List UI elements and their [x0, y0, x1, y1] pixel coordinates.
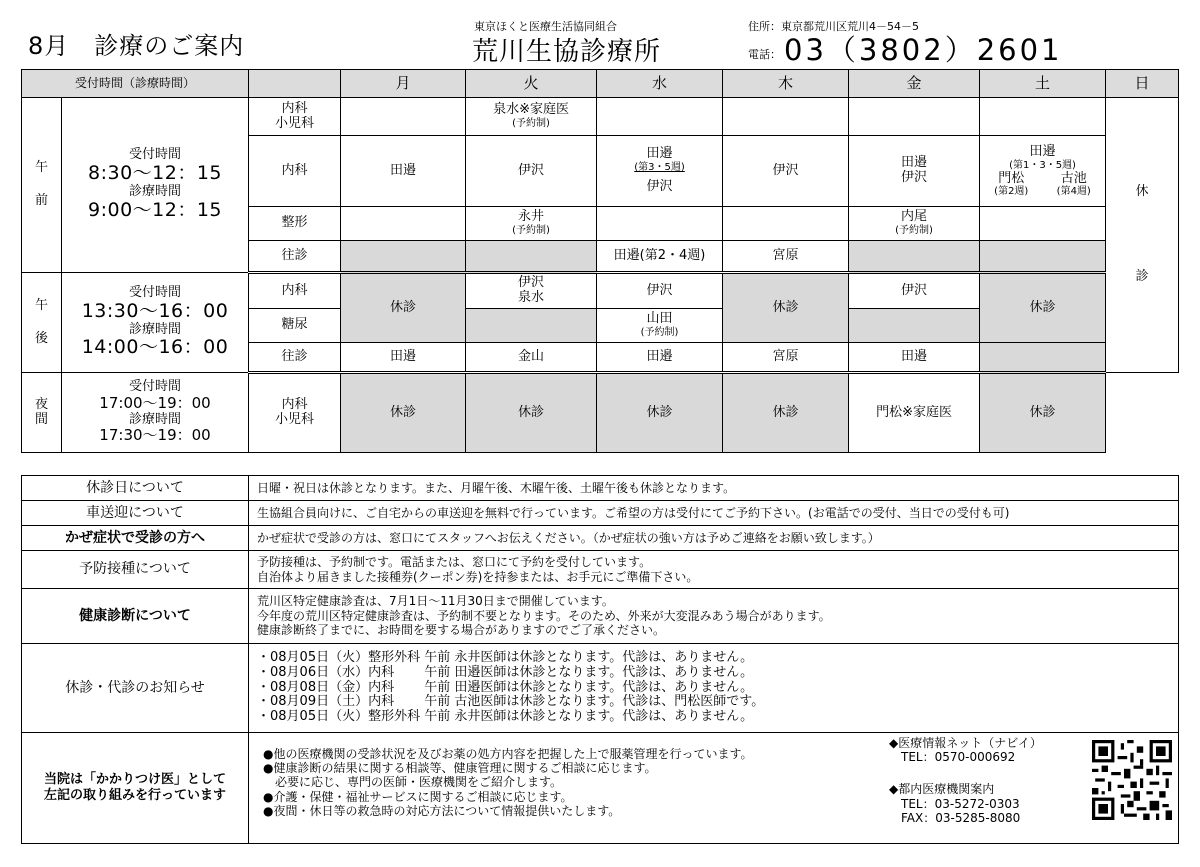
cell-mon-am-naika: 田邉 [341, 136, 466, 207]
cell-fri-am-naika-shonika [849, 98, 980, 136]
cell-wed-pm-naika: 伊沢 [597, 273, 723, 309]
cell-mon-am-oushin [341, 241, 466, 273]
kyushin-notice-label: 休診・代診のお知らせ [22, 644, 249, 733]
dept-pm-oushin: 往診 [249, 343, 341, 373]
clinic-name: 荒川生協診療所 [472, 37, 662, 67]
info-row-sougei [22, 501, 1179, 526]
day-header-wed: 水 [597, 70, 723, 98]
tonai-title: ◆都内医療機関案内 [889, 782, 995, 797]
cell-thu-am-naika: 伊沢 [723, 136, 849, 207]
tel-label: 電話： [748, 48, 781, 61]
cell-thu-pm-closed: 休診 [723, 273, 849, 343]
cell-thu-eve: 休診 [723, 373, 849, 453]
dept-oushin: 往診 [249, 241, 341, 273]
cell-sat-eve: 休診 [980, 373, 1106, 453]
day-header-fri: 金 [849, 70, 980, 98]
day-header-mon: 月 [341, 70, 466, 98]
dept-pm-naika: 内科 [249, 273, 341, 309]
kakari-list: ●他の医療機関の受診状況を及びお薬の処方内容を把握した上で服薬管理を行っています。 ●健康診断の結果に関する相談等、健康管理に関するご相談に応じます。 必要に応じ、専門の医師・医療機関をご紹介します。 ●介護・保健・福祉サービスに関するご相談に応じます。 ●夜間・休日等の救急時の対応方法について情報提供いたします。 [263, 746, 753, 819]
page-title: 8月 診療のご案内 [28, 32, 245, 60]
cell-wed-am-naika: 田邉 (第3・5週) 伊沢 [597, 136, 723, 207]
dept-evening-naika-shonika: 内科 小児科 [249, 373, 341, 453]
info-row-yobo [22, 551, 1179, 589]
cell-mon-am-seikei [341, 207, 466, 241]
contact-block [889, 736, 1042, 826]
org-parent-name: 東京ほくと医療生活協同組合 [474, 20, 617, 33]
cell-wed-pm-tounyou: 山田 (予約制) [597, 309, 723, 343]
cell-sat-am-naika-shonika [980, 98, 1106, 136]
dept-seikei: 整形 [249, 207, 341, 241]
cell-tue-am-oushin [466, 241, 597, 273]
schedule-header-row [22, 70, 1179, 98]
cell-fri-pm-tounyou [849, 309, 980, 343]
morning-section-label: 午 前 [22, 98, 62, 273]
cell-fri-pm-oushin: 田邉 [849, 343, 980, 373]
info-row-kyushin-notice [22, 644, 1179, 733]
cell-sat-am-seikei [980, 207, 1106, 241]
cell-mon-pm-closed: 休診 [341, 273, 466, 343]
navi-title: ◆医療情報ネット（ナビイ） [889, 735, 1042, 750]
dept-header [249, 70, 341, 98]
cell-mon-am-naika-shonika [341, 98, 466, 136]
cell-fri-am-oushin [849, 241, 980, 273]
cell-mon-eve: 休診 [341, 373, 466, 453]
cell-sun-closed: 休 診 [1106, 98, 1179, 373]
evening-section-label: 夜 間 [22, 373, 62, 453]
reception-hours-header: 受付時間（診療時間） [22, 70, 249, 98]
cell-sat-pm-oushin [980, 343, 1106, 373]
qr-code-icon[interactable] [1092, 740, 1172, 820]
afternoon-section-label: 午 後 [22, 273, 62, 373]
notice-item: ・08月05日（火）整形外科 午前 永井医師は休診となります。代診は、ありません。 [257, 709, 754, 725]
cell-fri-am-naika: 田邉 伊沢 [849, 136, 980, 207]
cell-sat-am-naika: 田邉 (第1・3・5週) 門松 (第2週) 古池 (第4週) [980, 136, 1106, 207]
notice-item: ・08月09日（土）内科 午前 古池医師は休診となります。代診は、門松医師です。 [257, 694, 765, 710]
kyushin-notice-text [249, 644, 1179, 733]
schedule-table [21, 69, 1179, 453]
cell-fri-am-seikei: 内尾 (予約制) [849, 207, 980, 241]
notice-item: ・08月05日（火）整形外科 午前 永井医師は休診となります。代診は、ありません。 [257, 649, 754, 665]
day-header-sat: 土 [980, 70, 1106, 98]
kaze-label: かぜ症状で受診の方へ [22, 526, 249, 551]
kakari-label: 当院は「かかりつけ医」として 左記の取り組みを行っています [22, 733, 249, 844]
evening-hours: 受付時間 17:00～19：00 診療時間 17:30～19：00 [62, 373, 249, 453]
clinic-phone[interactable]: 03（3802）2601 [784, 33, 1063, 67]
cell-tue-eve: 休診 [466, 373, 597, 453]
kyushinbi-text: 日曜・祝日は休診となります。また、月曜午後、木曜午後、土曜午後も休診となります。 [249, 476, 1179, 501]
cell-mon-pm-oushin: 田邉 [341, 343, 466, 373]
kenshin-text: 荒川区特定健康診査は、7月1日～11月30日まで開催しています。 今年度の荒川区特定健康診査は、予約制不要となります。そのため、外来が大変混みあう場合があります。 健康診断終了までに、お時間を要する場合がありますのでご了承ください。 [249, 589, 1179, 644]
cell-wed-eve: 休診 [597, 373, 723, 453]
sougei-text: 生協組合員向けに、ご自宅からの車送迎を無料で行っています。ご希望の方は受付にてご予約下さい。(お電話での受付、当日での受付も可) [249, 501, 1179, 526]
dept-tounyou: 糖尿 [249, 309, 341, 343]
morning-hours: 受付時間 8:30～12：15 診療時間 9:00～12：15 [62, 98, 249, 273]
cell-wed-pm-oushin: 田邉 [597, 343, 723, 373]
cell-tue-am-naika-shonika: 泉水※家庭医 (予約制) [466, 98, 597, 136]
cell-thu-am-oushin: 宮原 [723, 241, 849, 273]
kaze-text: かぜ症状で受診の方は、窓口にてスタッフへお伝えください。（かぜ症状の強い方は予めご連絡をお願い致します。） [249, 526, 1179, 551]
cell-wed-am-oushin: 田邉(第2・4週) [597, 241, 723, 273]
info-table [21, 475, 1179, 844]
notice-item: ・08月06日（水）内科 午前 田邉医師は休診となります。代診は、ありません。 [257, 664, 754, 680]
clinic-address: 住所：東京都荒川区荒川4－54－5 [748, 20, 919, 33]
navi-tel[interactable]: TEL：0570-000692 [901, 749, 1016, 764]
afternoon-hours: 受付時間 13:30～16：00 診療時間 14:00～16：00 [62, 273, 249, 373]
cell-fri-pm-naika: 伊沢 [849, 273, 980, 309]
cell-wed-am-seikei [597, 207, 723, 241]
day-header-tue: 火 [466, 70, 597, 98]
cell-thu-am-naika-shonika [723, 98, 849, 136]
day-header-sun: 日 [1106, 70, 1179, 98]
yobo-label: 予防接種について [22, 551, 249, 589]
cell-sat-pm-closed: 休診 [980, 273, 1106, 343]
info-row-kyushinbi [22, 476, 1179, 501]
cell-thu-pm-oushin: 宮原 [723, 343, 849, 373]
kakari-content [249, 733, 1179, 844]
info-row-kenshin [22, 589, 1179, 644]
tonai-fax: FAX：03-5285-8080 [901, 811, 1021, 826]
evening-row [22, 373, 1179, 453]
tonai-tel[interactable]: TEL：03-5272-0303 [901, 796, 1020, 811]
info-row-kakari [22, 733, 1179, 844]
cell-tue-pm-naika: 伊沢 泉水 [466, 273, 597, 309]
cell-wed-am-naika-shonika [597, 98, 723, 136]
notice-item: ・08月08日（金）内科 午前 田邉医師は休診となります。代診は、ありません。 [257, 679, 754, 695]
info-row-kaze [22, 526, 1179, 551]
cell-tue-pm-oushin: 金山 [466, 343, 597, 373]
morning-row-naika-shonika [22, 98, 1179, 136]
dept-naika-shonika: 内科 小児科 [249, 98, 341, 136]
cell-tue-am-naika: 伊沢 [466, 136, 597, 207]
day-header-thu: 木 [723, 70, 849, 98]
kenshin-label: 健康診断について [22, 589, 249, 644]
cell-tue-pm-tounyou [466, 309, 597, 343]
sougei-label: 車送迎について [22, 501, 249, 526]
cell-fri-eve: 門松※家庭医 [849, 373, 980, 453]
cell-thu-am-seikei [723, 207, 849, 241]
yobo-text: 予防接種は、予約制です。電話または、窓口にて予約を受付しています。 自治体より届きました接種券(クーポン券)を持参または、お手元にご準備下さい。 [249, 551, 1179, 589]
kyushinbi-label: 休診日について [22, 476, 249, 501]
cell-tue-am-seikei: 永井 (予約制) [466, 207, 597, 241]
afternoon-row-naika [22, 273, 1179, 309]
cell-sat-am-oushin [980, 241, 1106, 273]
dept-naika: 内科 [249, 136, 341, 207]
